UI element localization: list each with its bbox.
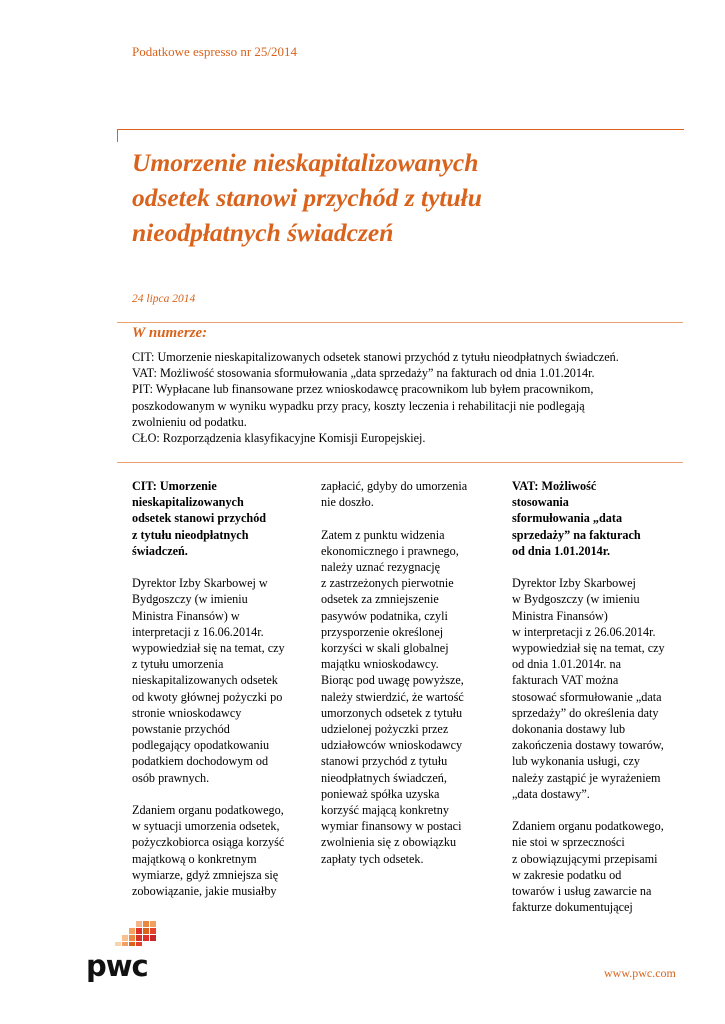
text-line: wypowiedział się na temat, czy — [132, 641, 285, 656]
text-line: lub wykonania usługi, czy — [512, 754, 640, 769]
text-line: udzielonej pożyczki przez — [321, 722, 449, 737]
article-heading-line: świadczeń. — [132, 543, 188, 558]
text-line: w sytuacji umorzenia odsetek, — [132, 819, 280, 834]
text-line: ponieważ spółka uzyska — [321, 786, 440, 801]
article-heading-line: CIT: Umorzenie — [132, 479, 217, 493]
text-line: zapłaty tych odsetek. — [321, 851, 424, 866]
text-line: podlegający opodatkowaniu — [132, 738, 270, 753]
text-line: w interpretacji z 26.06.2014r. — [512, 624, 656, 639]
text-line: Zdaniem organu podatkowego, — [512, 819, 664, 834]
article-heading-line: z tytułu nieodpłatnych — [132, 527, 249, 542]
text-line: pożyczkobiorca osiąga korzyść — [132, 835, 285, 850]
text-line: nie doszło. — [321, 495, 374, 510]
text-line: interpretacji z 16.06.2014r. — [132, 624, 264, 639]
text-line: stanowi przychód z tytułu — [321, 754, 448, 769]
text-line: zakończenia dostawy towarów, — [512, 738, 664, 753]
text-line: „data dostawy”. — [512, 786, 590, 801]
article-heading-line: odsetek stanowi przychód — [132, 511, 267, 526]
article-heading-line: VAT: Możliwość — [512, 479, 597, 493]
text-line: Zatem z punktu widzenia — [321, 527, 445, 542]
text-line: od kwoty głównej pożyczki po — [132, 689, 283, 704]
in-issue-line: zwolnieniu od podatku. — [132, 414, 247, 429]
article-heading-line: sformułowania „data — [512, 511, 623, 526]
text-line: korzyść mającą konkretny — [321, 803, 449, 818]
text-line: Bydgoszczy (w imieniu — [132, 592, 248, 607]
in-issue-list — [132, 349, 687, 446]
title-corner-rule — [117, 129, 684, 142]
text-line: nie stoi w sprzeczności — [512, 835, 625, 850]
text-line: ekonomicznego i prawnego, — [321, 543, 459, 558]
text-line: pasywów podatnika, czyli — [321, 608, 448, 623]
text-line: towarów i usług zawarcie na — [512, 884, 652, 899]
paragraph-gap — [132, 559, 302, 575]
text-line: zapłacić, gdyby do umorzenia — [321, 479, 468, 493]
text-line: należy uznać rezygnację — [321, 560, 441, 574]
pwc-logo-text: pwc — [86, 949, 148, 983]
text-line: umorzonych odsetek z tytułu — [321, 705, 463, 720]
article-column-3 — [512, 478, 687, 915]
text-line: Dyrektor Izby Skarbowej w — [132, 576, 268, 591]
article-heading-line: nieskapitalizowanych — [132, 495, 244, 510]
paragraph-gap — [512, 559, 687, 575]
text-line: nieodpłatnych świadczeń, — [321, 770, 447, 785]
text-line: z zastrzeżonych pierwotnie — [321, 576, 454, 591]
text-line: z tytułu umorzenia — [132, 657, 224, 672]
text-line: stronie wnioskodawcy — [132, 705, 242, 720]
text-line: zwolnienia się z obowiązku — [321, 835, 457, 850]
article-column-1 — [132, 478, 302, 899]
article-heading-line: sprzedaży” na fakturach — [512, 527, 641, 542]
text-line: majątku wnioskodawcy. — [321, 657, 439, 672]
footer-url-link[interactable]: www.pwc.com — [604, 966, 676, 980]
text-line: w Bydgoszczy (w imieniu — [512, 592, 640, 607]
article-heading-line: stosowania — [512, 495, 569, 510]
title-line: nieodpłatnych świadczeń — [132, 218, 394, 247]
title-line: odsetek stanowi przychód z tytułu — [132, 183, 482, 212]
divider-top — [117, 322, 683, 323]
text-line: nieskapitalizowanych odsetek — [132, 673, 278, 688]
text-line: korzyści w skali globalnej — [321, 641, 449, 656]
text-line: fakturze dokumentującej — [512, 900, 633, 915]
text-line: dokonania dostawy lub — [512, 722, 626, 737]
text-line: Biorąc pod uwagę powyższe, — [321, 673, 464, 688]
text-line: należy zastąpić je wyrażeniem — [512, 770, 661, 785]
text-line: podatkiem dochodowym od — [132, 754, 269, 769]
title-line: Umorzenie nieskapitalizowanych — [132, 148, 479, 177]
text-line: wypowiedział się na temat, czy — [512, 641, 665, 656]
divider-bottom — [117, 462, 683, 463]
text-line: Zdaniem organu podatkowego, — [132, 803, 284, 818]
paragraph-gap — [132, 786, 302, 802]
text-line: powstanie przychód — [132, 722, 230, 737]
page-title — [132, 145, 692, 250]
text-line: stosować sformułowanie „data — [512, 689, 662, 704]
in-issue-line: CIT: Umorzenie nieskapitalizowanych odsetek stanowi przychód z tytułu nieodpłatnych świadczeń. — [132, 350, 619, 364]
paragraph-gap — [321, 510, 491, 526]
text-line: należy stwierdzić, że wartość — [321, 689, 464, 704]
article-column-2 — [321, 478, 491, 867]
text-line: Dyrektor Izby Skarbowej — [512, 576, 636, 591]
article-heading-line: od dnia 1.01.2014r. — [512, 543, 611, 558]
text-line: Ministra Finansów) — [512, 608, 608, 623]
text-line: Ministra Finansów) w — [132, 608, 240, 623]
publication-date: 24 lipca 2014 — [132, 293, 196, 305]
publication-series: Podatkowe espresso nr 25/2014 — [132, 44, 298, 59]
in-issue-line: PIT: Wypłacane lub finansowane przez wnioskodawcę pracownikom lub byłem pracownikom, — [132, 382, 594, 397]
text-line: majątkową o konkretnym — [132, 851, 257, 866]
text-line: udziałowców wnioskodawcy — [321, 738, 463, 753]
text-line: odsetek za zmniejszenie — [321, 592, 439, 607]
text-line: sprzedaży” do określenia daty — [512, 705, 659, 720]
paragraph-gap — [512, 802, 687, 818]
text-line: z obowiązującymi przepisami — [512, 851, 658, 866]
text-line: fakturach VAT można — [512, 673, 619, 688]
text-line: wymiarze, gdyż zmniejsza się — [132, 867, 279, 882]
in-issue-line: poszkodowanym w wyniku wypadku przy pracy, koszty leczenia i rehabilitacji nie podlegają — [132, 398, 585, 413]
text-line: zobowiązanie, jakie musiałby — [132, 884, 277, 899]
in-issue-line: VAT: Możliwość stosowania sformułowania „data sprzedaży” na fakturach od dnia 1.01.2014r. — [132, 366, 595, 381]
text-line: od dnia 1.01.2014r. na — [512, 657, 621, 672]
text-line: przysporzenie określonej — [321, 624, 444, 639]
in-issue-line: CŁO: Rozporządzenia klasyfikacyjne Komisji Europejskiej. — [132, 431, 426, 446]
text-line: osób prawnych. — [132, 770, 210, 785]
text-line: wymiar finansowy w postaci — [321, 819, 462, 834]
text-line: w zakresie podatku od — [512, 867, 622, 882]
in-issue-heading: W numerze: — [132, 325, 208, 341]
